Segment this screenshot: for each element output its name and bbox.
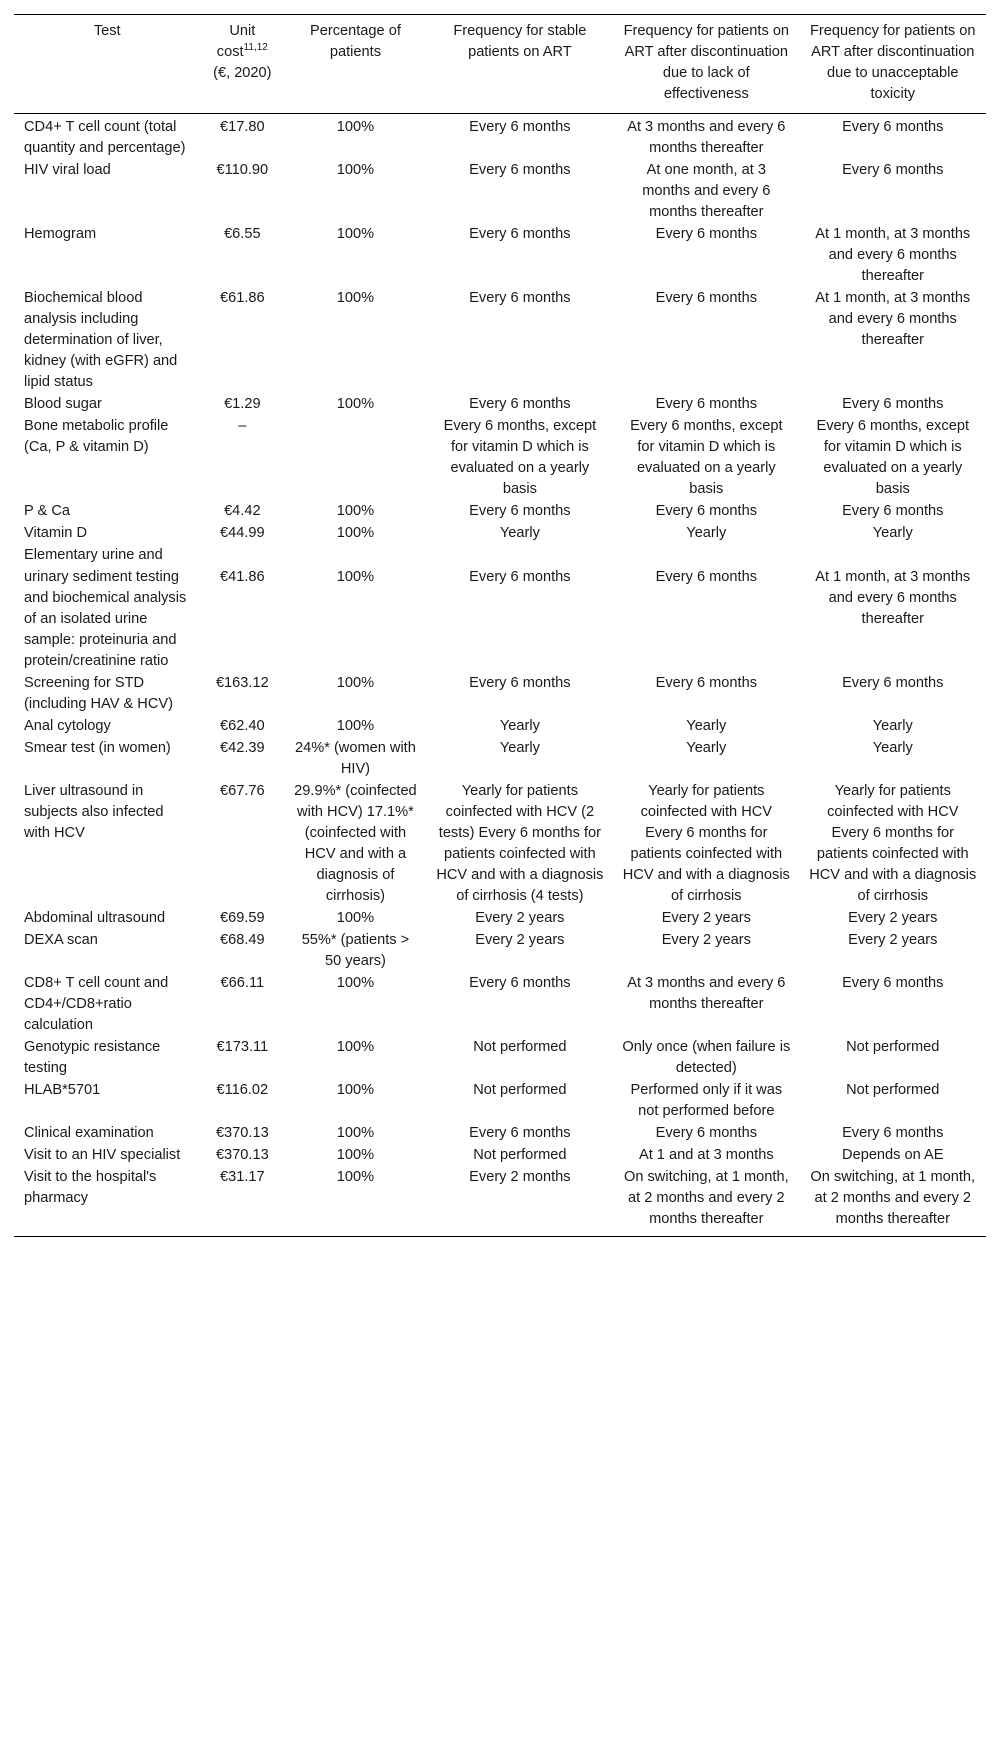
table-row (14, 500, 986, 522)
table-row (14, 672, 986, 715)
cell-freq-stable: Every 6 months (469, 396, 571, 412)
cell-freq-toxicity: Every 6 months (842, 975, 944, 991)
table-row (14, 393, 986, 415)
cell-freq-stable: Every 6 months, except for vitamin D which is evaluated on a yearly basis (443, 418, 597, 497)
table-row (14, 1079, 986, 1122)
cell-unit-cost: €44.99 (220, 525, 265, 541)
cell-test: P & Ca (24, 503, 70, 519)
cell-unit-cost: €68.49 (220, 932, 265, 948)
cell-freq-stable: Every 6 months (469, 1125, 571, 1141)
cell-unit-cost: €110.90 (216, 162, 269, 178)
cell-test: Hemogram (24, 226, 97, 242)
table-row (14, 907, 986, 929)
cell-test: Blood sugar (24, 396, 102, 412)
cell-unit-cost (200, 544, 284, 566)
cell-freq-stable: Every 6 months (469, 290, 571, 306)
cell-unit-cost: €42.39 (220, 740, 265, 756)
cell-freq-toxicity: Every 6 months (842, 162, 944, 178)
header-unit-cost-prefix: Unit cost (216, 23, 256, 60)
table-row (14, 114, 986, 160)
cell-freq-effectiveness (613, 544, 799, 566)
cell-freq-effectiveness: Every 2 years (661, 932, 751, 948)
cell-unit-cost: €163.12 (215, 675, 269, 691)
table-body (14, 114, 986, 1237)
cell-freq-stable: Not performed (473, 1082, 567, 1098)
header-unit-cost (200, 15, 284, 114)
cell-freq-toxicity: Every 6 months (842, 119, 944, 135)
cell-test: urinary sediment testing and biochemical analysis of an isolated urine sample: proteinuria and protein/creatinine ratio (24, 569, 187, 669)
cell-percentage: 100% (336, 396, 375, 412)
table-footer-rule (14, 1237, 986, 1238)
table-container (14, 14, 986, 1237)
table-row (14, 566, 986, 672)
cell-freq-effectiveness: Yearly (686, 740, 727, 756)
cell-unit-cost: €17.80 (220, 119, 265, 135)
header-unit-cost-refs: 11,12 (243, 42, 268, 54)
cell-test: Visit to the hospital's pharmacy (24, 1169, 157, 1206)
cell-freq-toxicity: At 1 month, at 3 months and every 6 months thereafter (815, 226, 971, 284)
cell-unit-cost: – (238, 418, 247, 434)
cell-unit-cost: €173.11 (216, 1039, 269, 1055)
table-header (14, 15, 986, 114)
cell-percentage: 100% (336, 675, 375, 691)
cell-percentage (284, 415, 426, 500)
table-row (14, 1122, 986, 1144)
cell-freq-stable: Every 6 months (469, 119, 571, 135)
table-row (14, 223, 986, 287)
table-row (14, 737, 986, 780)
cell-test: Screening for STD (including HAV & HCV) (24, 675, 173, 712)
cell-freq-effectiveness: Every 6 months (655, 226, 757, 242)
cell-unit-cost: €6.55 (224, 226, 261, 242)
cell-percentage: 100% (336, 290, 375, 306)
table-row (14, 522, 986, 544)
cell-freq-stable: Every 2 months (469, 1169, 571, 1185)
table-row (14, 544, 986, 566)
cell-freq-stable (427, 544, 613, 566)
cell-percentage: 100% (336, 1082, 375, 1098)
cell-test: DEXA scan (24, 932, 98, 948)
cell-freq-effectiveness: Performed only if it was not performed before (630, 1082, 783, 1119)
cell-percentage: 100% (336, 1125, 375, 1141)
cell-percentage: 100% (336, 569, 375, 585)
cell-unit-cost: €66.11 (220, 975, 265, 991)
cell-freq-stable: Not performed (473, 1147, 567, 1163)
table-row (14, 1036, 986, 1079)
test-frequency-table (14, 14, 986, 1237)
table-row (14, 159, 986, 223)
cell-freq-effectiveness: Every 6 months (655, 503, 757, 519)
cell-freq-effectiveness: Only once (when failure is detected) (622, 1039, 791, 1076)
cell-freq-stable: Yearly (499, 525, 540, 541)
cell-test: Genotypic resistance testing (24, 1039, 161, 1076)
cell-freq-effectiveness: Every 6 months (655, 396, 757, 412)
cell-test: HIV viral load (24, 162, 111, 178)
cell-freq-stable: Yearly for patients coinfected with HCV (2 tests) Every 6 months for patients coinfected with HCV and with a diagnosis of cirrhosis (4 tests) (436, 783, 604, 904)
cell-percentage: 100% (336, 503, 375, 519)
cell-freq-effectiveness: Yearly (686, 525, 727, 541)
cell-unit-cost: €31.17 (220, 1169, 265, 1185)
cell-unit-cost: €61.86 (220, 290, 265, 306)
header-freq-stable: Frequency for stable patients on ART (453, 23, 587, 60)
cell-freq-toxicity: Every 6 months (842, 675, 944, 691)
cell-freq-stable: Yearly (499, 740, 540, 756)
cell-test: Vitamin D (24, 525, 87, 541)
cell-freq-effectiveness: Every 6 months (655, 1125, 757, 1141)
cell-unit-cost: €370.13 (215, 1147, 269, 1163)
cell-unit-cost: €1.29 (224, 396, 261, 412)
cell-unit-cost: €370.13 (215, 1125, 269, 1141)
cell-percentage: 100% (336, 525, 375, 541)
cell-freq-stable: Not performed (473, 1039, 567, 1055)
cell-freq-stable: Every 6 months (469, 503, 571, 519)
cell-test: Biochemical blood analysis including determination of liver, kidney (with eGFR) and lipid status (24, 290, 178, 390)
cell-percentage: 100% (336, 1147, 375, 1163)
cell-unit-cost: €41.86 (220, 569, 265, 585)
cell-freq-toxicity: Yearly (872, 718, 913, 734)
cell-test: Visit to an HIV specialist (24, 1147, 181, 1163)
cell-freq-toxicity: Every 2 years (848, 910, 938, 926)
header-percentage: Percentage of patients (310, 23, 401, 60)
cell-percentage (284, 544, 426, 566)
cell-percentage: 100% (336, 718, 375, 734)
cell-percentage: 55%* (patients > 50 years) (301, 932, 410, 969)
cell-percentage: 100% (336, 910, 375, 926)
table-row (14, 287, 986, 393)
cell-freq-stable: Every 6 months (469, 226, 571, 242)
cell-freq-stable: Yearly (499, 718, 540, 734)
header-row (14, 15, 986, 114)
cell-percentage: 100% (336, 1169, 375, 1185)
cell-freq-stable: Every 6 months (469, 162, 571, 178)
cell-freq-toxicity: Not performed (846, 1082, 940, 1098)
cell-freq-effectiveness: Yearly for patients coinfected with HCV Every 6 months for patients coinfected with HCV and with a diagnosis of cirrhosis (622, 783, 790, 904)
cell-test: Liver ultrasound in subjects also infected with HCV (24, 783, 164, 841)
cell-freq-effectiveness: On switching, at 1 month, at 2 months and every 2 months thereafter (623, 1169, 789, 1227)
cell-percentage: 24%* (women with HIV) (295, 740, 416, 777)
table-row (14, 780, 986, 907)
cell-test: Clinical examination (24, 1125, 154, 1141)
header-test: Test (93, 23, 121, 39)
cell-freq-effectiveness: Every 6 months (655, 569, 757, 585)
cell-freq-toxicity: On switching, at 1 month, at 2 months and every 2 months thereafter (810, 1169, 976, 1227)
cell-test: HLAB*5701 (24, 1082, 101, 1098)
cell-freq-toxicity: Depends on AE (842, 1147, 944, 1163)
cell-freq-stable: Every 2 years (475, 910, 565, 926)
cell-freq-stable: Every 2 years (475, 932, 565, 948)
table-row (14, 1166, 986, 1237)
cell-freq-effectiveness: At 3 months and every 6 months thereafter (627, 975, 786, 1012)
cell-test: Abdominal ultrasound (24, 910, 166, 926)
cell-freq-toxicity: Yearly for patients coinfected with HCV Every 6 months for patients coinfected with HCV and with a diagnosis of cirrhosis (809, 783, 977, 904)
cell-freq-effectiveness: At 3 months and every 6 months thereafter (627, 119, 786, 156)
cell-percentage: 100% (336, 1039, 375, 1055)
cell-freq-toxicity: At 1 month, at 3 months and every 6 months thereafter (815, 569, 971, 627)
cell-freq-stable: Every 6 months (469, 569, 571, 585)
cell-freq-toxicity (800, 544, 986, 566)
cell-freq-toxicity: At 1 month, at 3 months and every 6 months thereafter (815, 290, 971, 348)
cell-freq-effectiveness: Every 2 years (661, 910, 751, 926)
cell-test: Smear test (in women) (24, 740, 171, 756)
cell-freq-effectiveness: Every 6 months, except for vitamin D which is evaluated on a yearly basis (630, 418, 783, 497)
header-freq-toxicity: Frequency for patients on ART after discontinuation due to unacceptable toxicity (810, 23, 976, 102)
cell-unit-cost: €62.40 (220, 718, 265, 734)
cell-freq-effectiveness: Yearly (686, 718, 727, 734)
cell-percentage: 100% (336, 975, 375, 991)
table-row (14, 415, 986, 500)
cell-unit-cost: €69.59 (220, 910, 265, 926)
header-freq-effectiveness: Frequency for patients on ART after discontinuation due to lack of effectiveness (623, 23, 790, 102)
table-row (14, 715, 986, 737)
table-row (14, 929, 986, 972)
cell-test: CD8+ T cell count and CD4+/CD8+ratio calculation (24, 975, 169, 1033)
cell-freq-effectiveness: Every 6 months (655, 290, 757, 306)
cell-test: Elementary urine and (24, 547, 163, 563)
cell-freq-effectiveness: Every 6 months (655, 675, 757, 691)
cell-test: CD4+ T cell count (total quantity and percentage) (24, 119, 186, 156)
cell-freq-toxicity: Yearly (872, 525, 913, 541)
cell-test: Bone metabolic profile (Ca, P & vitamin D) (24, 418, 169, 455)
cell-unit-cost: €67.76 (220, 783, 265, 799)
cell-unit-cost: €4.42 (224, 503, 261, 519)
cell-freq-toxicity: Every 6 months (842, 396, 944, 412)
cell-freq-toxicity: Every 6 months (842, 503, 944, 519)
cell-freq-toxicity: Not performed (846, 1039, 940, 1055)
cell-percentage: 100% (336, 162, 375, 178)
cell-percentage: 29.9%* (coinfected with HCV) 17.1%* (coinfected with HCV and with a diagnosis of cirrhosis) (294, 783, 417, 904)
cell-unit-cost: €116.02 (216, 1082, 269, 1098)
cell-freq-toxicity: Every 2 years (848, 932, 938, 948)
cell-freq-toxicity: Every 6 months, except for vitamin D which is evaluated on a yearly basis (816, 418, 970, 497)
cell-freq-effectiveness: At 1 and at 3 months (638, 1147, 774, 1163)
table-row (14, 972, 986, 1036)
cell-freq-toxicity: Yearly (872, 740, 913, 756)
cell-percentage: 100% (336, 226, 375, 242)
cell-freq-toxicity: Every 6 months (842, 1125, 944, 1141)
cell-freq-stable: Every 6 months (469, 975, 571, 991)
cell-test: Anal cytology (24, 718, 111, 734)
table-row (14, 1144, 986, 1166)
cell-freq-stable: Every 6 months (469, 675, 571, 691)
cell-percentage: 100% (336, 119, 375, 135)
cell-freq-effectiveness: At one month, at 3 months and every 6 months thereafter (642, 162, 771, 220)
header-unit-cost-suffix: (€, 2020) (213, 65, 272, 81)
